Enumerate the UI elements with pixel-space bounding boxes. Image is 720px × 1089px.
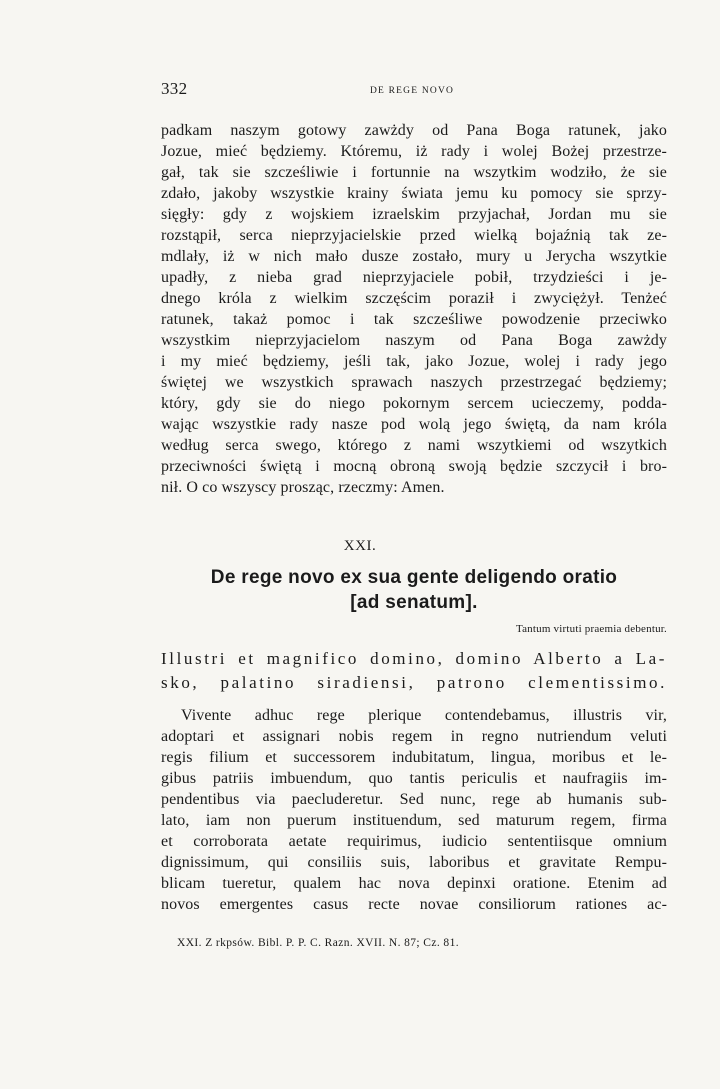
text-line: blicam tueretur, qualem hac nova depinxi oratione. Etenim ad (161, 875, 667, 892)
text-line: mdlały, iż w nich mało dusze zostało, mury u Jerycha wszytkie (161, 248, 667, 265)
text-line: zdało, jakoby wszystkie krainy świata jemu ku pomocy sie sprzy- (161, 185, 667, 202)
section-title (161, 565, 667, 615)
text-line: gibus patriis imbuendum, quo tantis periculis et naufragiis im- (161, 770, 667, 787)
text-line: et corroborata aetate requirimus, iudicio sententiisque omnium (161, 833, 667, 850)
text-line: przeciwności świętą i mocną obroną swoją będzie szczycił i bro- (161, 458, 667, 475)
paragraph-latin-oration (161, 705, 667, 915)
dedication (161, 647, 667, 695)
text-line: i my mieć będziemy, jeśli tak, jako Jozue, wolej i rady jego (161, 353, 667, 370)
epigraph: Tantum virtuti praemia debentur. (515, 623, 667, 635)
section-title-line: De rege novo ex sua gente deligendo oratio (210, 567, 618, 588)
text-line: lato, iam non puerum instituendum, sed maturum regem, firma (161, 812, 667, 829)
text-line: według serca swego, którego z nami wszytkiemi od wszytkich (161, 437, 667, 454)
text-line: ratunek, takaż pomoc i tak szcześliwe powodzenie przeciwko (161, 311, 667, 328)
paragraph-polish-prayer (161, 120, 667, 498)
footnote: XXI. Z rkpsów. Bibl. P. P. C. Razn. XVII. N. 87; Cz. 81. (177, 937, 459, 949)
text-line: regis filium et successorem indubitatum, lingua, moribus et le- (161, 749, 667, 766)
dedication-line: sko, palatino siradiensi, patrono clementissimo. (161, 673, 667, 692)
text-line: dnego króla z wielkim szczęścim poraził i zwyciężył. Tenżeć (161, 290, 667, 307)
text-line: nił. O co wszyscy prosząc, rzeczmy: Amen. (161, 479, 445, 496)
text-line: rozstąpił, serca nieprzyjacielskie przed wielką bojaźnią tak ze- (161, 227, 667, 244)
text-line: Vivente adhuc rege plerique contendebamus, illustris vir, (181, 707, 667, 724)
section-title-line: [ad senatum]. (350, 592, 478, 613)
page-number: 332 (161, 79, 188, 98)
section-number: XXI. (343, 538, 377, 554)
text-line: gał, tak sie szcześliwie i fortunnie na wszytkim wodziło, że sie (161, 164, 667, 181)
text-line: wając wszystkie rady nasze pod wolą jego świętą, da nam króla (161, 416, 667, 433)
text-line: który, gdy sie do niego pokornym sercem ucieczemy, podda- (161, 395, 667, 412)
text-line: sięgły: gdy z wojskiem izraelskim przyjachał, Jordan mu sie (161, 206, 667, 223)
text-line: pendentibus via paecluderetur. Sed nunc, rege ab humanis sub- (161, 791, 667, 808)
text-line: upadły, z nieba grad nieprzyjaciele pobił, trzydzieści i je- (161, 269, 667, 286)
text-line: świętej we wszystkich sprawach naszych przestrzegać będziemy; (161, 374, 667, 391)
text-line: dignissimum, qui consiliis suis, laboribus et gravitate Rempu- (161, 854, 667, 871)
text-line: novos emergentes casus recte novae consiliorum rationes ac- (161, 896, 667, 913)
dedication-line: Illustri et magnifico domino, domino Alberto a La- (161, 649, 667, 668)
text-line: adoptari et assignari nobis regem in regno nutriendum veluti (161, 728, 667, 745)
text-line: padkam naszym gotowy zawżdy od Pana Boga ratunek, jako (161, 122, 667, 139)
text-line: Jozue, mieć będziemy. Któremu, iż rady i wolej Bożej przestrze- (161, 143, 667, 160)
running-head: DE REGE NOVO (370, 86, 455, 96)
text-line: wszystkim nieprzyjacielom naszym od Pana Boga zawżdy (161, 332, 667, 349)
